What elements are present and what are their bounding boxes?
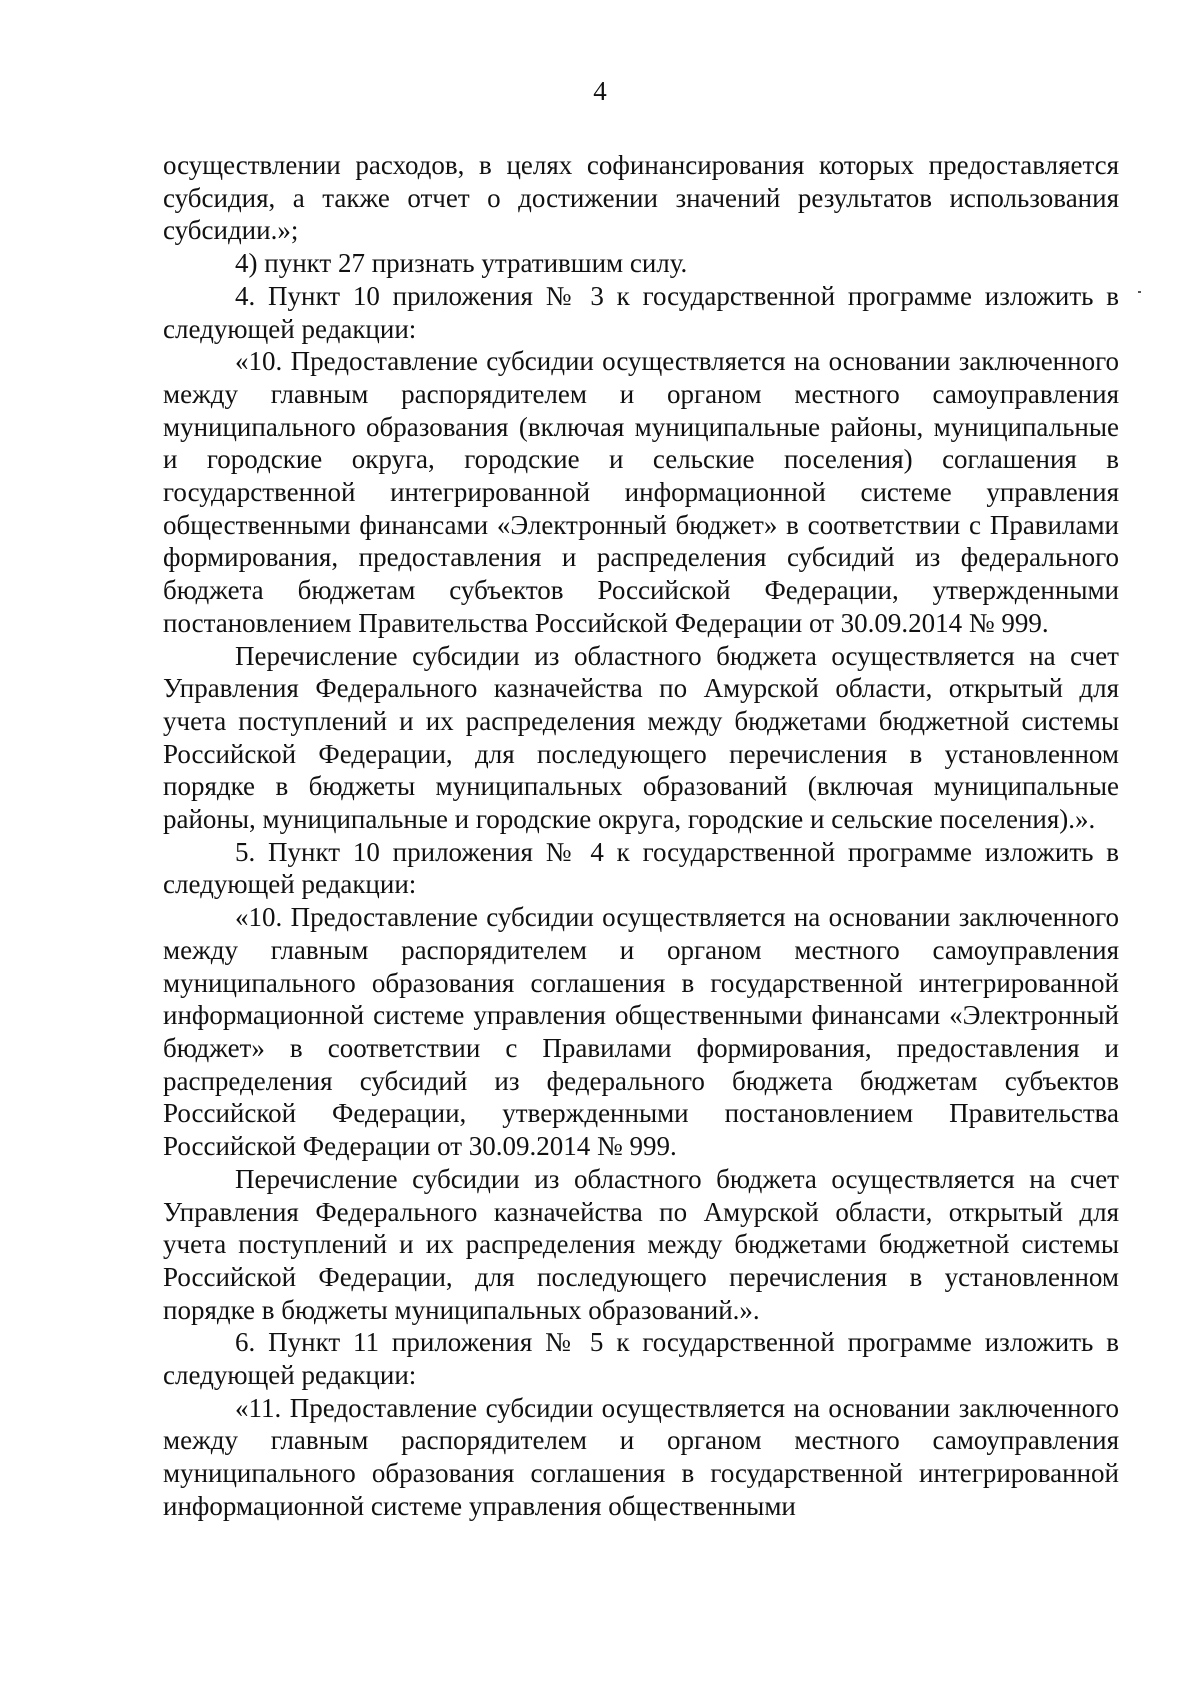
paragraph-section-5: 5. Пункт 10 приложения № 4 к государственной программе изложить в следующей редакции: (163, 836, 1119, 900)
paragraph-quoted-clause-10-app4: «10. Предоставление субсидии осуществляется на основании заключенного между главным распорядителем и органом местного самоуправления муниципального образования соглашения в государственной интегрированной информационной системе управления общественными финансами «Электронный бюджет» в соответствии с Правилами формирования, предоставления и распределения субсидий из федерального бюджета бюджетам субъектов Российской Федерации, утвержденными постановлением Правительства Российской Федерации от 30.09.2014 № 999. (163, 902, 1119, 1162)
document-body (163, 149, 1119, 1523)
paragraph-quoted-clause-11-app5: «11. Предоставление субсидии осуществляется на основании заключенного между главным распорядителем и органом местного самоуправления муниципального образования соглашения в государственной интегрированной информационной системе управления общественными (163, 1392, 1119, 1521)
paragraph-continuation: осуществлении расходов, в целях софинансирования которых предоставляется субсидия, а также отчет о достижении значений результатов использования субсидии.»; (163, 150, 1119, 246)
paragraph-item-4: 4) пункт 27 признать утратившим силу. (235, 248, 688, 279)
paragraph-section-6: 6. Пункт 11 приложения № 5 к государственной программе изложить в следующей редакции: (163, 1327, 1119, 1391)
page-number: 4 (593, 76, 607, 106)
paragraph-transfer-app4: Перечисление субсидии из областного бюджета осуществляется на счет Управления Федерального казначейства по Амурской области, открытый для учета поступлений и их распределения между бюджетами бюджетной системы Российской Федерации, для последующего перечисления в установленном порядке в бюджеты муниципальных образований.». (163, 1163, 1119, 1325)
scan-dot-mark (1138, 291, 1141, 293)
paragraph-transfer-app3: Перечисление субсидии из областного бюджета осуществляется на счет Управления Федерального казначейства по Амурской области, открытый для учета поступлений и их распределения между бюджетами бюджетной системы Российской Федерации, для последующего перечисления в установленном порядке в бюджеты муниципальных образований (включая муниципальные районы, муниципальные и городские округа, городские и сельские поселения).». (163, 640, 1119, 835)
paragraph-quoted-clause-10-app3: «10. Предоставление субсидии осуществляется на основании заключенного между главным распорядителем и органом местного самоуправления муниципального образования (включая муниципальные районы, муниципальные и городские округа, городские и сельские поселения) соглашения в государственной интегрированной информационной системе управления общественными финансами «Электронный бюджет» в соответствии с Правилами формирования, предоставления и распределения субсидий из федерального бюджета бюджетам субъектов Российской Федерации, утвержденными постановлением Правительства Российской Федерации от 30.09.2014 № 999. (163, 346, 1119, 638)
paragraph-section-4: 4. Пункт 10 приложения № 3 к государственной программе изложить в следующей редакции: (163, 280, 1119, 344)
